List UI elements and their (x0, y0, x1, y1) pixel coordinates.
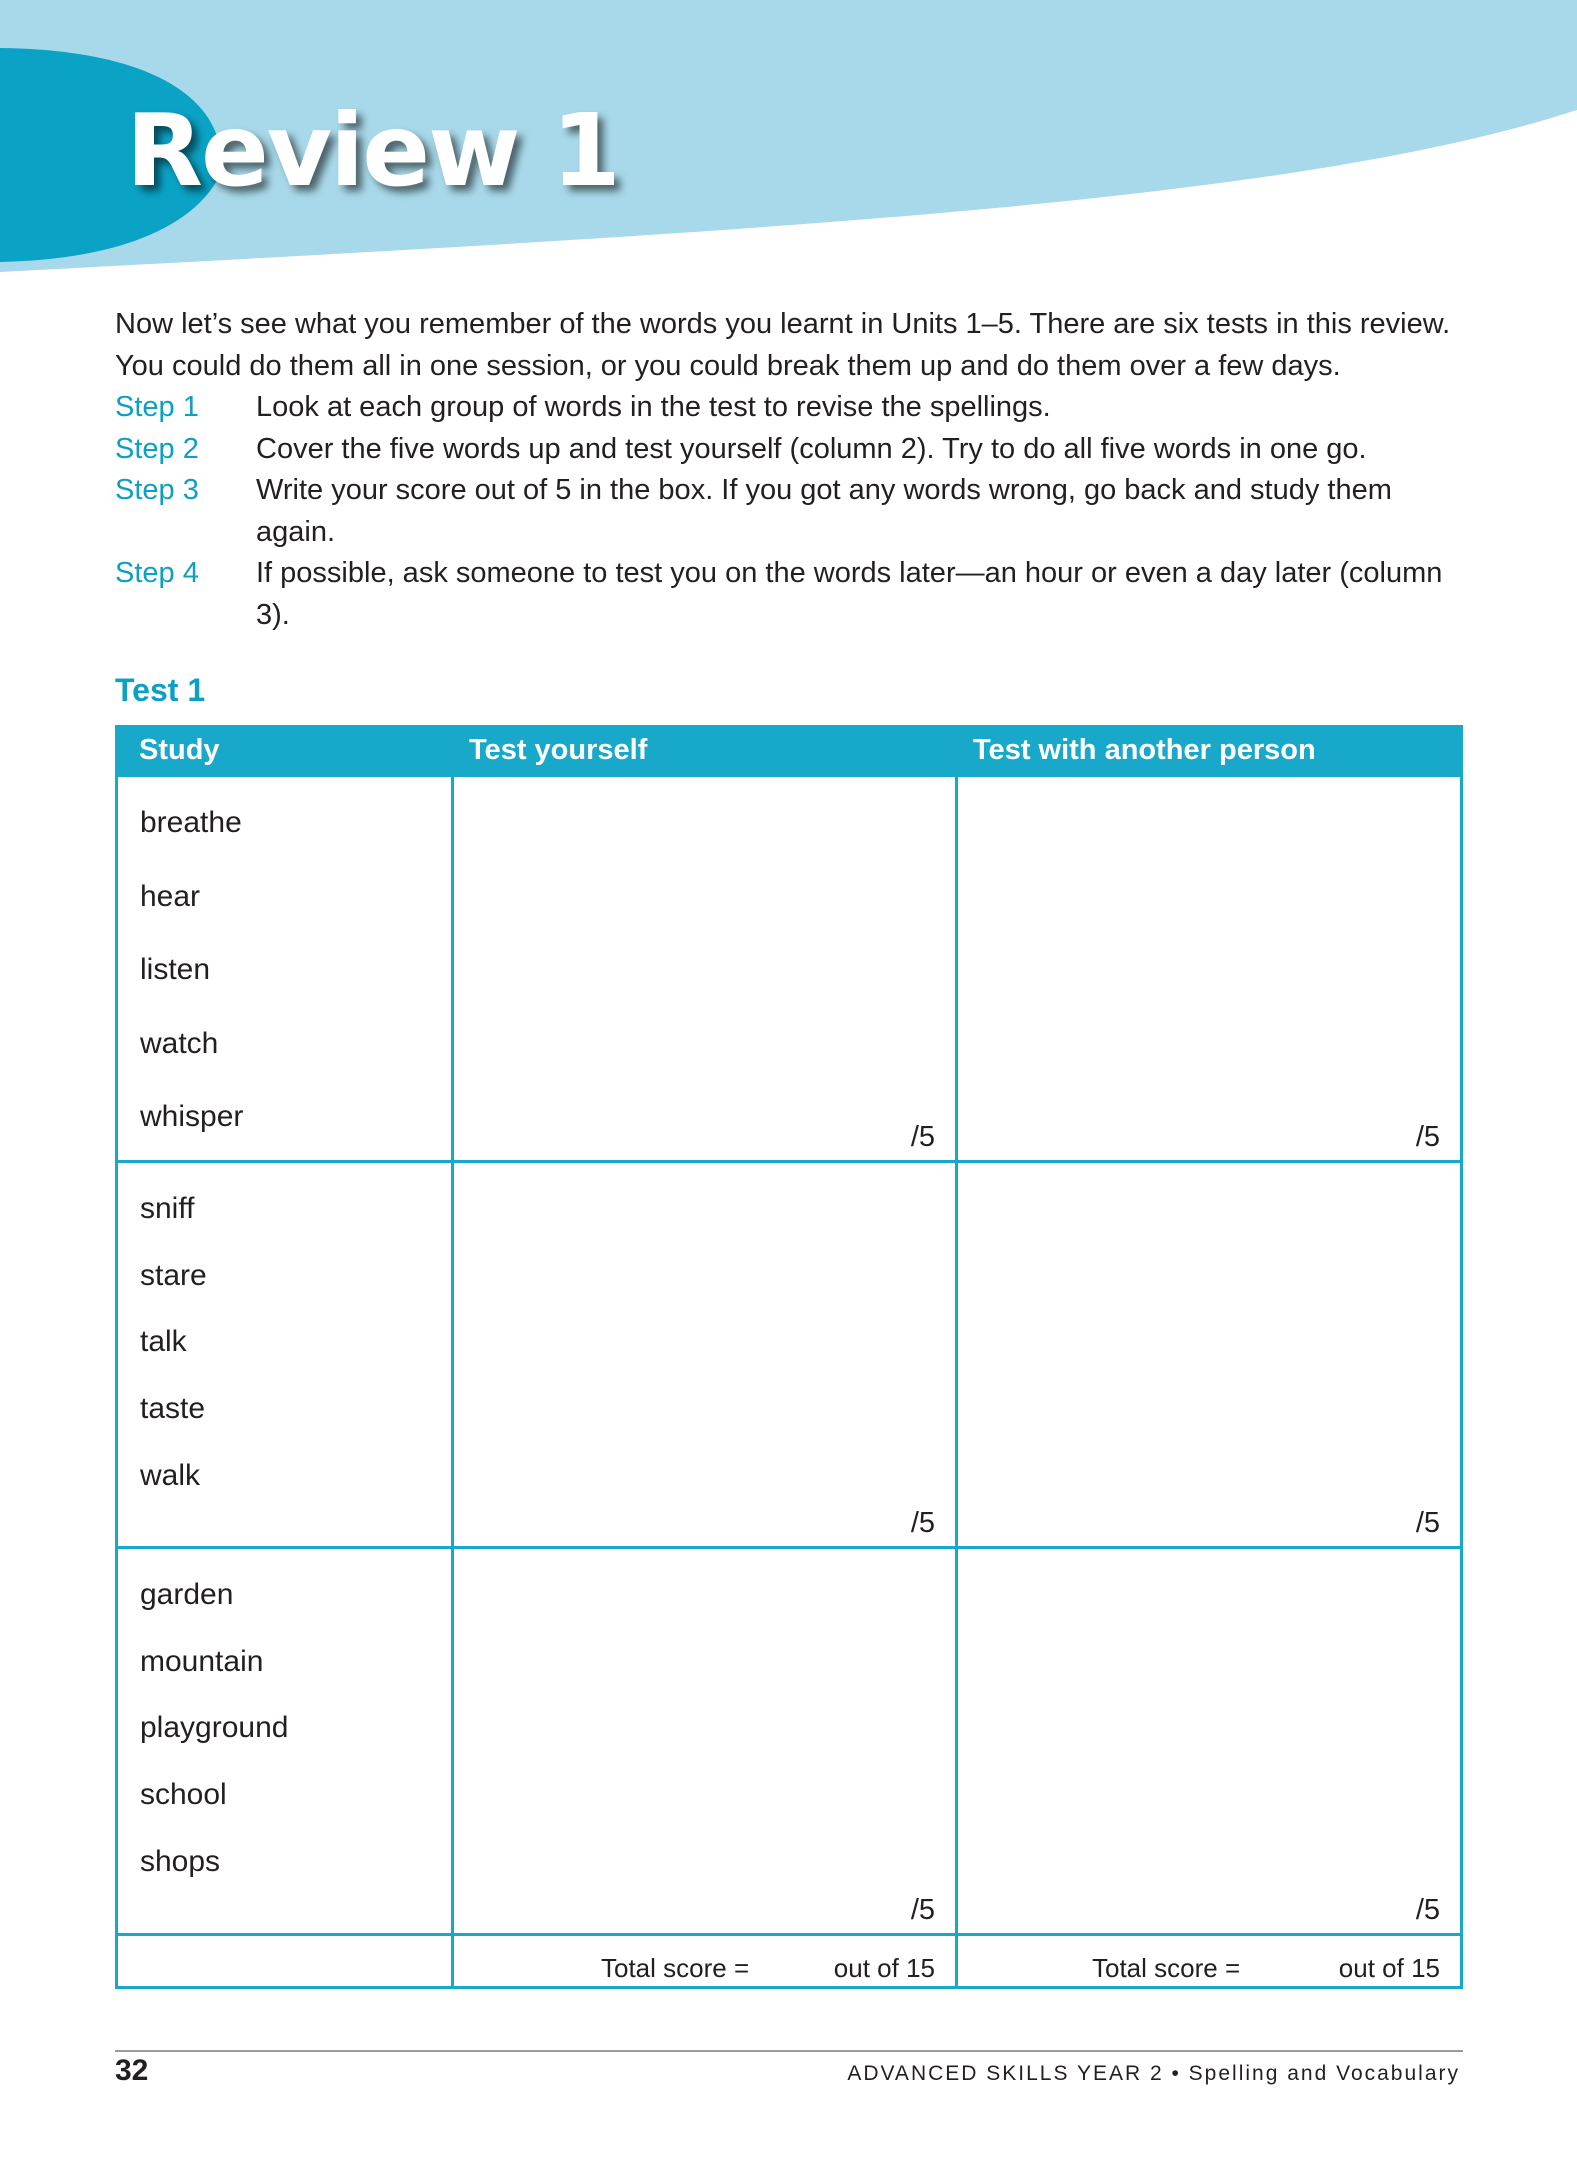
page-title: Review 1 (126, 92, 619, 209)
score-label: /5 (1415, 1894, 1440, 1926)
test-title: Test 1 (115, 672, 206, 708)
test-other-cell-group-2[interactable] (955, 1160, 1463, 1549)
step-text: Cover the five words up and test yourself (column 2). Try to do all five words in one go. (256, 432, 1367, 465)
step-3 (115, 470, 1465, 553)
step-label: Step 1 (115, 391, 199, 423)
total-score-label: Total score = (1092, 1953, 1241, 1983)
list-item: listen (140, 953, 211, 986)
list-item: sniff (140, 1192, 195, 1225)
step-label: Step 3 (115, 474, 199, 506)
column-header-test-yourself: Test yourself (469, 734, 648, 766)
step-text: Look at each group of words in the test to revise the spellings. (256, 391, 1051, 423)
column-header-study: Study (139, 734, 220, 766)
book-title: ADVANCED SKILLS YEAR 2 • Spelling and Vocabulary (847, 2062, 1460, 2085)
table-header (115, 725, 1463, 777)
list-item: talk (140, 1325, 187, 1358)
total-cell-test-yourself[interactable] (451, 1933, 958, 1989)
score-label: /5 (910, 1121, 935, 1153)
list-item: hear (140, 880, 201, 913)
study-cell-group-3 (115, 1546, 454, 1936)
step-text: Write your score out of 5 in the box. If you got any words wrong, go back and study them again. (256, 474, 1392, 548)
test-yourself-cell-group-1[interactable] (451, 774, 958, 1163)
list-item: playground (140, 1711, 289, 1744)
out-of-label: out of 15 (833, 1953, 935, 1983)
test-other-cell-group-1[interactable] (955, 774, 1463, 1163)
study-cell-group-1 (115, 774, 454, 1163)
step-text: If possible, ask someone to test you on the words later—an hour or even a day later (column 3). (256, 557, 1443, 631)
list-item: mountain (140, 1645, 264, 1678)
list-item: shops (140, 1845, 221, 1878)
test-yourself-cell-group-3[interactable] (451, 1546, 958, 1936)
step-label: Step 2 (115, 432, 199, 465)
test-table (115, 725, 1463, 1989)
list-item: breathe (140, 806, 242, 839)
score-label: /5 (1415, 1121, 1440, 1153)
total-row-blank-cell (115, 1933, 454, 1989)
list-item: walk (140, 1459, 201, 1492)
list-item: garden (140, 1578, 234, 1611)
instructions (115, 304, 1465, 636)
footer-divider (115, 2050, 1463, 2052)
page-number: 32 (115, 2054, 149, 2087)
score-label: /5 (1415, 1507, 1440, 1539)
intro-paragraph: Now let’s see what you remember of the words you learnt in Units 1–5. There are six tests in this review. You could do them all in one session, or you could break them up and do them over a few days. (115, 308, 1451, 382)
list-item: whisper (140, 1100, 244, 1133)
step-label: Step 4 (115, 557, 199, 589)
list-item: watch (140, 1027, 219, 1060)
test-yourself-cell-group-2[interactable] (451, 1160, 958, 1549)
test-other-cell-group-3[interactable] (955, 1546, 1463, 1936)
score-label: /5 (910, 1894, 935, 1926)
step-2 (115, 429, 1465, 471)
study-cell-group-2 (115, 1160, 454, 1549)
step-1 (115, 387, 1465, 429)
list-item: school (140, 1778, 227, 1811)
step-4 (115, 553, 1465, 636)
list-item: stare (140, 1259, 207, 1292)
list-item: taste (140, 1392, 206, 1425)
score-label: /5 (910, 1507, 935, 1539)
total-score-label: Total score = (601, 1953, 750, 1983)
column-header-test-with-another-person: Test with another person (973, 734, 1316, 766)
total-cell-test-other[interactable] (955, 1933, 1463, 1989)
out-of-label: out of 15 (1338, 1953, 1440, 1983)
